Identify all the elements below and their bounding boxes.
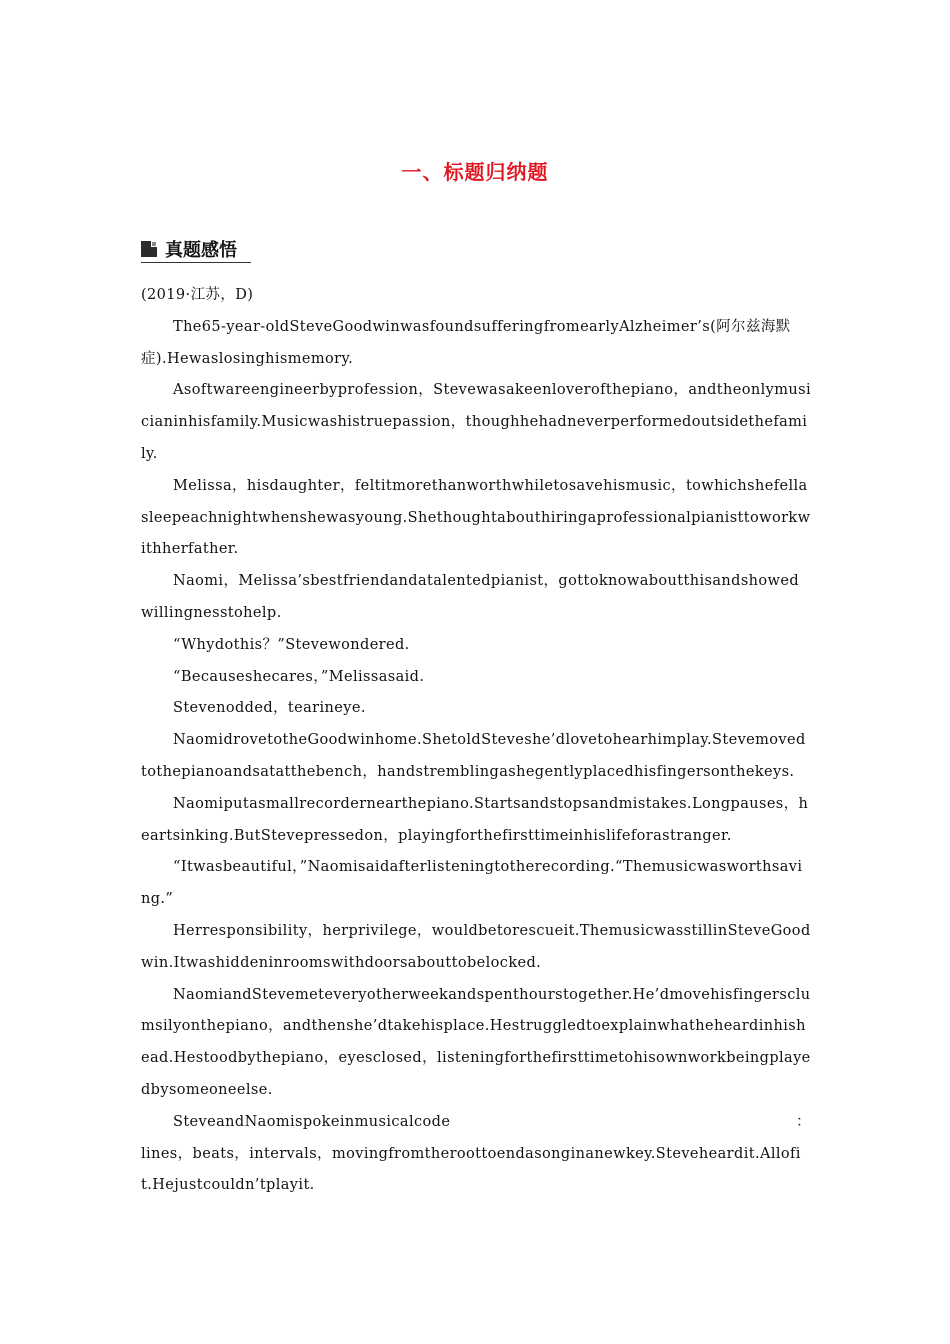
source-citation: (2019·江苏，D) (141, 287, 254, 303)
last-paragraph (141, 1107, 811, 1202)
last-paragraph-colon: ： (796, 1113, 811, 1130)
page-title: 一、标题归纳题 (401, 160, 549, 184)
paragraph: “Becauseshecares，”Melissasaid. (173, 668, 425, 685)
passage (141, 280, 811, 1202)
paragraph: Asoftwareengineerbyprofession，Stevewasakeenloverofthepiano，andtheonlymusicianinhisfamily.Musicwashistruepassion，thoughhehadneverperformedoutsidethefamily. (141, 382, 811, 462)
paragraph: “Whydothis？”Stevewondered. (173, 636, 410, 653)
paragraph: Melissa，hisdaughter，feltitmorethanworthwhiletosavehismusic，towhichshefellasleepeachnightwhenshewasyoung.Shethoughtabouthiringaprofessionalpianisttoworkwithherfather. (141, 477, 811, 558)
last-paragraph-first-line (141, 1107, 811, 1139)
section-heading (141, 236, 251, 263)
paragraph: Naomiputasmallrecordernearthepiano.Startsandstopsandmistakes.Longpauses，heartsinking.ButStevepressedon，playingforthefirsttimeinhislifeforastranger. (141, 795, 809, 844)
paragraph: Herresponsibility，herprivilege，wouldbetorescueit.ThemusicwasstillinSteveGoodwin.Itwashiddeninroomswithdoorsabouttobelocked. (141, 922, 811, 971)
section-marker-icon (141, 241, 157, 257)
paragraph: NaomidrovetotheGoodwinhome.ShetoldSteveshe’dlovetohearhimplay.Stevemovedtothepianoandsatatthebench，handstremblingashegentlyplacedhisfingersonthekeys. (141, 732, 806, 780)
paragraph: Naomi，Melissa’sbestfriendandatalentedpianist，gottoknowaboutthisandshowedwillingnesstohelp. (141, 573, 800, 621)
section-heading-label: 真题感悟 (165, 240, 237, 261)
last-paragraph-rest: lines，beats，intervals，movingfromtheroottoendasonginanewkey.Steveheardit.Allofit.Hejustcouldn’tplayit. (141, 1145, 801, 1194)
last-paragraph-lead: SteveandNaomispokeinmusicalcode (173, 1113, 451, 1130)
paragraph: NaomiandStevemeteveryotherweekandspenthourstogether.He’dmovehisfingersclumsilyonthepiano，andthenshe’dtakehisplace.Hestruggledtoexplainwhatheheardinhishead.Hestoodbythepiano，eyesclosed，listeningforthefirsttimetohisownworkbeingplayedbysomeoneelse. (141, 986, 811, 1098)
paragraph: Stevenodded，tearineye. (173, 700, 366, 717)
paragraph: The65-year-oldSteveGoodwinwasfoundsufferingfromearlyAlzheimer’s(阿尔兹海默症).Hewaslosinghismemory. (141, 318, 791, 367)
paragraph: “Itwasbeautiful，”Naomisaidafterlisteningtotherecording.“Themusicwasworthsaving.” (141, 859, 803, 908)
